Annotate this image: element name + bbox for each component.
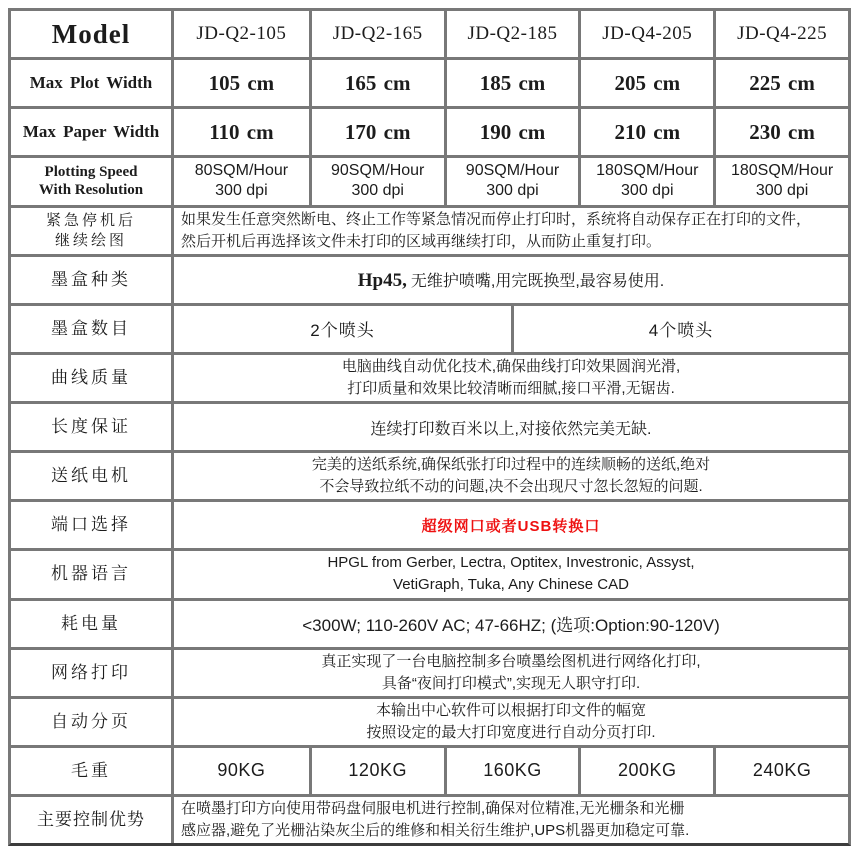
port-label: 端口选择 xyxy=(11,502,174,548)
curve-quality-text xyxy=(174,355,848,401)
paper-feed-label: 送纸电机 xyxy=(11,453,174,499)
row-max-paper-width xyxy=(11,106,848,155)
cartridge-type-label: 墨盒种类 xyxy=(11,257,174,303)
curve-quality-line2: 打印质量和效果比较清晰而细腻,接口平滑,无锯齿. xyxy=(347,379,675,397)
network-line2: 具备“夜间打印模式”,实现无人职守打印. xyxy=(381,674,641,692)
length-guarantee-label: 长度保证 xyxy=(11,404,174,450)
speed-value xyxy=(444,158,579,204)
cartridge-desc: 无维护喷嘴,用完既换型,最容易使用. xyxy=(410,272,665,290)
network-text xyxy=(174,650,848,696)
row-language xyxy=(11,548,848,597)
speed-value xyxy=(578,158,713,204)
cartridge-count-label: 墨盒数目 xyxy=(11,306,174,352)
resume-plot-line1: 如果发生任意突然断电、终止工作等紧急情况而停止打印时，系统将自动保存正在打印的文件， xyxy=(181,210,812,228)
row-auto-paging xyxy=(11,696,848,745)
speed-dpi: 300 dpi xyxy=(215,182,268,200)
curve-quality-label: 曲线质量 xyxy=(11,355,174,401)
model-header-label: Model xyxy=(11,11,174,57)
resume-plot-label-line2: 继续绘图 xyxy=(54,231,127,249)
plotting-speed-label-line2: With Resolution xyxy=(38,182,144,199)
language-text xyxy=(174,551,848,597)
plotting-speed-label xyxy=(11,158,174,204)
hp45-text: Hp45, xyxy=(357,269,407,291)
plot-width-value: 165 cm xyxy=(309,60,444,106)
model-name: JD-Q4-205 xyxy=(578,11,713,57)
plot-width-value: 225 cm xyxy=(713,60,848,106)
speed-sqm: 180SQM/Hour xyxy=(596,161,699,179)
paper-feed-text xyxy=(174,453,848,499)
length-guarantee-text: 连续打印数百米以上,对接依然完美无缺. xyxy=(370,420,652,438)
gross-weight-label: 毛重 xyxy=(11,748,174,794)
row-port xyxy=(11,499,848,548)
language-line1: HPGL from Gerber, Lectra, Optitex, Investronic, Assyst, xyxy=(327,553,695,571)
curve-quality-line1: 电脑曲线自动优化技术,确保曲线打印效果圆润光滑, xyxy=(341,358,681,376)
speed-value xyxy=(309,158,444,204)
row-power xyxy=(11,598,848,647)
cartridge-type-text xyxy=(174,257,848,303)
cartridge-count-left: 2个喷头 xyxy=(310,321,375,341)
speed-dpi: 300 dpi xyxy=(621,182,674,200)
gross-weight-value: 200KG xyxy=(578,748,713,794)
row-paper-feed xyxy=(11,450,848,499)
language-line2: VetiGraph, Tuka, Any Chinese CAD xyxy=(393,576,629,594)
paper-width-value: 190 cm xyxy=(444,109,579,155)
network-line1: 真正实现了一台电脑控制多台喷墨绘图机进行网络化打印, xyxy=(321,652,701,670)
resume-plot-label-line1: 紧急停机后 xyxy=(45,212,136,230)
gross-weight-value: 120KG xyxy=(309,748,444,794)
max-plot-width-label: Max Plot Width xyxy=(11,60,174,106)
plotting-speed-label-line1: Plotting Speed xyxy=(44,163,138,180)
row-network xyxy=(11,647,848,696)
paper-feed-line2: 不会导致拉纸不动的问题,决不会出现尺寸忽长忽短的问题. xyxy=(319,478,703,496)
row-curve-quality xyxy=(11,352,848,401)
row-resume-plot xyxy=(11,205,848,254)
row-max-plot-width xyxy=(11,57,848,106)
speed-value xyxy=(713,158,848,204)
control-advantage-line1: 在喷墨打印方向使用带码盘伺服电机进行控制,确保对位精准,无光栅条和光栅 xyxy=(181,800,685,818)
speed-dpi: 300 dpi xyxy=(486,182,539,200)
model-name: JD-Q2-185 xyxy=(444,11,579,57)
power-text: <300W; 110-260V AC; 47-66HZ; (选项:Option:90-120V) xyxy=(302,616,720,636)
control-advantage-line2: 感应器,避免了光栅沾染灰尘后的维修和相关衍生维护,UPS机器更加稳定可靠. xyxy=(181,822,690,840)
row-length-guarantee xyxy=(11,401,848,450)
model-name: JD-Q2-105 xyxy=(196,23,287,45)
cartridge-type-line xyxy=(358,268,664,292)
row-cartridge-type xyxy=(11,254,848,303)
control-advantage-label: 主要控制优势 xyxy=(11,797,174,843)
model-name: JD-Q2-165 xyxy=(309,11,444,57)
paper-width-value: 170 cm xyxy=(309,109,444,155)
plot-width-value: 205 cm xyxy=(578,60,713,106)
resume-plot-text xyxy=(174,208,848,254)
paper-feed-line1: 完美的送纸系统,确保纸张打印过程中的连续顺畅的送纸,绝对 xyxy=(311,456,711,474)
row-control-advantage xyxy=(11,794,848,843)
plot-width-value: 185 cm xyxy=(444,60,579,106)
gross-weight-value: 160KG xyxy=(444,748,579,794)
paper-width-value: 230 cm xyxy=(713,109,848,155)
speed-dpi: 300 dpi xyxy=(755,182,809,200)
paper-width-value: 210 cm xyxy=(578,109,713,155)
row-model xyxy=(11,11,848,57)
auto-paging-text xyxy=(174,699,848,745)
plot-width-value: 105 cm xyxy=(208,70,275,95)
control-advantage-text xyxy=(174,797,848,843)
network-label: 网络打印 xyxy=(11,650,174,696)
gross-weight-value: 90KG xyxy=(217,760,266,781)
speed-sqm: 90SQM/Hour xyxy=(331,161,425,179)
speed-sqm: 80SQM/Hour xyxy=(194,161,289,179)
language-label: 机器语言 xyxy=(11,551,174,597)
auto-paging-line1: 本输出中心软件可以根据打印文件的幅宽 xyxy=(375,702,646,720)
row-gross-weight xyxy=(11,745,848,794)
spec-table xyxy=(8,8,851,846)
resume-plot-line2: 然后开机后再选择该文件未打印的区域再继续打印，从而防止重复打印。 xyxy=(181,232,662,250)
auto-paging-label: 自动分页 xyxy=(11,699,174,745)
cartridge-count-right: 4个喷头 xyxy=(511,306,848,352)
speed-value xyxy=(174,158,309,204)
speed-sqm: 180SQM/Hour xyxy=(730,161,834,179)
model-name: JD-Q4-225 xyxy=(713,11,848,57)
speed-sqm: 90SQM/Hour xyxy=(465,161,560,179)
max-paper-width-label: Max Paper Width xyxy=(11,109,174,155)
resume-plot-label xyxy=(11,208,174,254)
row-cartridge-count xyxy=(11,303,848,352)
auto-paging-line2: 按照设定的最大打印宽度进行自动分页打印. xyxy=(366,723,656,741)
row-plotting-speed xyxy=(11,155,848,204)
power-label: 耗电量 xyxy=(11,601,174,647)
port-text: 超级网口或者USB转换口 xyxy=(421,517,601,535)
speed-dpi: 300 dpi xyxy=(351,182,404,200)
gross-weight-value: 240KG xyxy=(713,748,848,794)
paper-width-value: 110 cm xyxy=(209,119,274,144)
